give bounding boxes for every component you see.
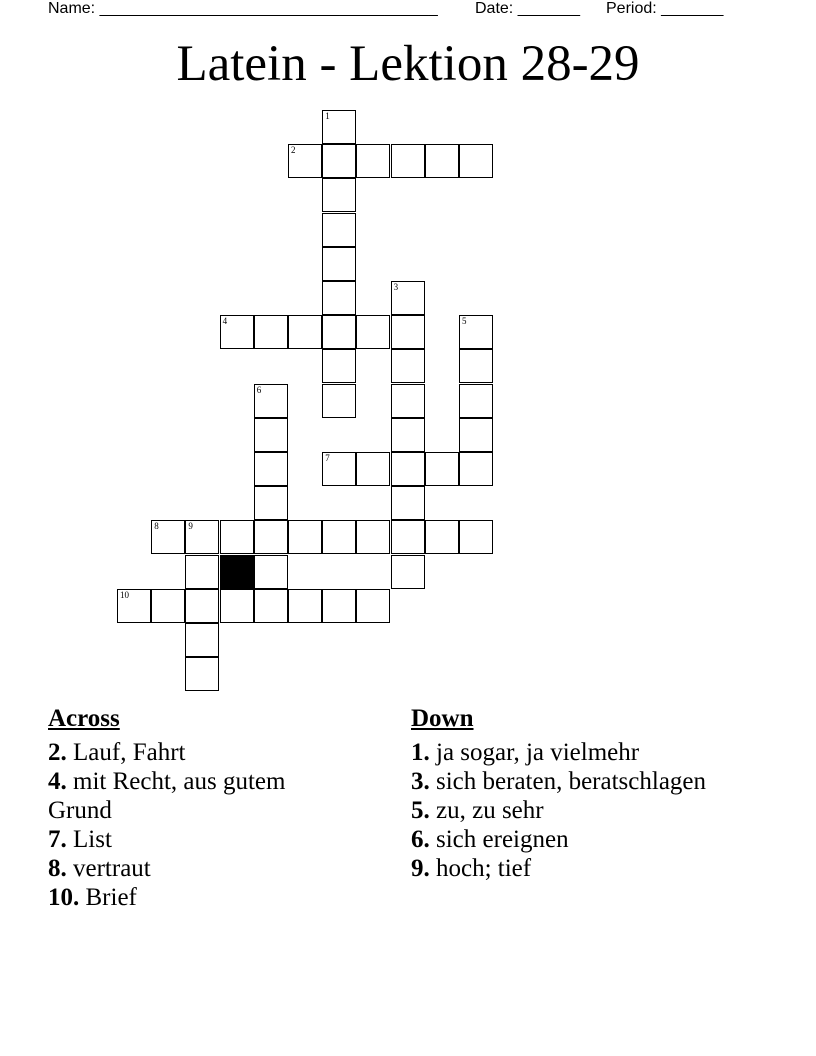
grid-cell[interactable] <box>391 520 425 554</box>
grid-cell[interactable] <box>254 589 288 623</box>
grid-cell[interactable] <box>254 486 288 520</box>
clue-number: 10. <box>48 884 80 911</box>
grid-cell[interactable] <box>391 349 425 383</box>
grid-cell[interactable] <box>322 384 356 418</box>
grid-cell[interactable] <box>288 520 322 554</box>
grid-cell[interactable] <box>254 315 288 349</box>
grid-cell[interactable] <box>151 520 185 554</box>
grid-cell[interactable] <box>322 349 356 383</box>
grid-cell[interactable] <box>391 452 425 486</box>
cell-number: 2 <box>291 145 296 156</box>
clue-text: vertraut <box>66 855 151 882</box>
grid-cell[interactable] <box>322 110 356 144</box>
down-clue-1 <box>411 738 711 767</box>
grid-cell[interactable] <box>254 452 288 486</box>
grid-cell[interactable] <box>322 247 356 281</box>
grid-cell[interactable] <box>391 384 425 418</box>
grid-cell[interactable] <box>391 281 425 315</box>
grid-cell[interactable] <box>356 452 390 486</box>
across-clue-list <box>48 738 348 912</box>
grid-cell[interactable] <box>185 520 219 554</box>
page-title: Latein - Lektion 28-29 <box>176 36 640 92</box>
grid-cell[interactable] <box>254 384 288 418</box>
clue-number: 4. <box>48 768 67 795</box>
grid-cell[interactable] <box>425 144 459 178</box>
cell-number: 3 <box>393 282 399 292</box>
black-cell <box>220 555 254 589</box>
down-clues <box>411 704 711 883</box>
grid-cell[interactable] <box>288 315 322 349</box>
clue-text: hoch; tief <box>429 855 532 882</box>
clue-number: 6. <box>411 826 430 853</box>
grid-cell[interactable] <box>459 520 493 554</box>
grid-cell[interactable] <box>391 486 425 520</box>
grid-cell[interactable] <box>391 418 425 452</box>
grid-cell[interactable] <box>459 418 493 452</box>
clue-number: 3. <box>411 768 430 795</box>
grid-cell[interactable] <box>322 281 356 315</box>
grid-cell[interactable] <box>391 144 425 178</box>
across-heading: Across <box>48 705 120 732</box>
down-clue-3 <box>411 767 711 796</box>
clue-text: sich ereignen <box>429 826 569 853</box>
cell-number: 9 <box>188 521 193 532</box>
grid-cell[interactable] <box>459 349 493 383</box>
down-clue-5 <box>411 796 711 825</box>
across-clue-7 <box>48 825 348 854</box>
clue-text: zu, zu sehr <box>429 797 544 824</box>
grid-cell[interactable] <box>185 555 219 589</box>
across-clue-4 <box>48 767 348 825</box>
grid-cell[interactable] <box>185 623 219 657</box>
grid-cell[interactable] <box>322 178 356 212</box>
clue-text: ja sogar, ja vielmehr <box>429 739 640 766</box>
clue-text: List <box>66 826 112 853</box>
grid-cell[interactable] <box>288 589 322 623</box>
grid-cell[interactable] <box>322 213 356 247</box>
cell-number: 7 <box>325 453 330 463</box>
across-clues <box>48 704 348 912</box>
clue-number: 9. <box>411 855 430 882</box>
grid-cell[interactable] <box>288 144 322 178</box>
down-heading: Down <box>411 705 474 732</box>
across-clue-8 <box>48 854 348 883</box>
clue-text: Brief <box>79 884 137 911</box>
grid-cell[interactable] <box>185 657 219 691</box>
grid-cell[interactable] <box>254 520 288 554</box>
cell-number: 1 <box>325 111 330 121</box>
clue-number: 5. <box>411 797 430 824</box>
cell-number: 5 <box>462 316 467 327</box>
cell-number: 10 <box>120 589 129 600</box>
grid-cell[interactable] <box>322 144 356 178</box>
down-clue-list <box>411 738 711 883</box>
grid-cell[interactable] <box>391 315 425 349</box>
clue-number: 8. <box>48 855 67 882</box>
clue-text: sich beraten, beratschlagen <box>429 768 707 795</box>
grid-cell[interactable] <box>220 589 254 623</box>
grid-cell[interactable] <box>356 315 390 349</box>
down-clue-9 <box>411 854 711 883</box>
grid-cell[interactable] <box>356 144 390 178</box>
cell-number: 6 <box>256 384 262 395</box>
grid-cell[interactable] <box>220 520 254 554</box>
clue-text: mit Recht, aus gutem Grund <box>48 768 286 824</box>
grid-cell[interactable] <box>220 315 254 349</box>
clue-text: Lauf, Fahrt <box>66 739 186 766</box>
grid-cell[interactable] <box>185 589 219 623</box>
clue-number: 1. <box>411 739 430 766</box>
clue-number: 2. <box>48 739 67 766</box>
grid-cell[interactable] <box>356 520 390 554</box>
grid-cell[interactable] <box>322 589 356 623</box>
period-field[interactable]: Period: _______ <box>606 0 724 17</box>
clue-number: 7. <box>48 826 67 853</box>
grid-cell[interactable] <box>459 452 493 486</box>
grid-cell[interactable] <box>459 144 493 178</box>
grid-cell[interactable] <box>356 589 390 623</box>
cell-number: 8 <box>154 521 159 532</box>
down-clue-6 <box>411 825 711 854</box>
across-clue-2 <box>48 738 348 767</box>
cell-number: 4 <box>222 316 228 327</box>
grid-cell[interactable] <box>459 315 493 349</box>
name-field[interactable]: Name: ______________________________________ <box>48 0 438 17</box>
across-clue-10 <box>48 883 348 912</box>
grid-cell[interactable] <box>322 452 356 486</box>
grid-cell[interactable] <box>425 452 459 486</box>
date-field[interactable]: Date: _______ <box>475 0 580 17</box>
grid-cell[interactable] <box>117 589 151 623</box>
grid-cell[interactable] <box>425 520 459 554</box>
grid-cell[interactable] <box>254 555 288 589</box>
grid-cell[interactable] <box>322 315 356 349</box>
grid-cell[interactable] <box>391 555 425 589</box>
grid-cell[interactable] <box>459 384 493 418</box>
grid-cell[interactable] <box>254 418 288 452</box>
grid-cell[interactable] <box>322 520 356 554</box>
grid-cell[interactable] <box>151 589 185 623</box>
